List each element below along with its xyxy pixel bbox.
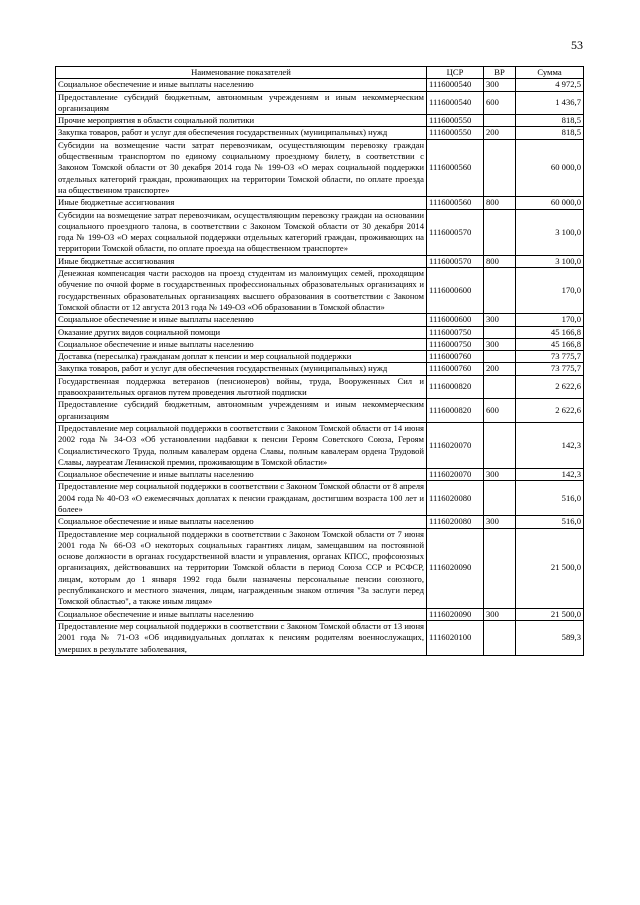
table-row (56, 115, 584, 127)
cell-name: Доставка (пересылка) гражданам доплат к пенсии и мер социальной поддержки (56, 351, 427, 363)
cell-csr: 1116000570 (427, 209, 484, 255)
cell-sum: 818,5 (516, 115, 584, 127)
cell-vr (484, 351, 516, 363)
cell-sum: 516,0 (516, 481, 584, 516)
table-row (56, 399, 584, 423)
cell-sum: 2 622,6 (516, 399, 584, 423)
table-row (56, 422, 584, 468)
table-row (56, 314, 584, 326)
page-number: 53 (571, 38, 583, 52)
table-row (56, 255, 584, 267)
cell-csr: 1116000550 (427, 127, 484, 139)
cell-vr: 800 (484, 197, 516, 209)
cell-name: Оказание других видов социальной помощи (56, 326, 427, 338)
header-sum: Сумма (516, 67, 584, 79)
cell-csr: 1116000540 (427, 79, 484, 91)
cell-name: Социальное обеспечение и иные выплаты населению (56, 469, 427, 481)
cell-sum: 4 972,5 (516, 79, 584, 91)
table-row (56, 139, 584, 196)
cell-csr: 1116020070 (427, 422, 484, 468)
cell-vr: 600 (484, 399, 516, 423)
cell-name: Социальное обеспечение и иные выплаты населению (56, 516, 427, 528)
cell-sum: 45 166,8 (516, 338, 584, 350)
cell-csr: 1116020090 (427, 528, 484, 608)
cell-sum: 3 100,0 (516, 209, 584, 255)
cell-sum: 170,0 (516, 268, 584, 314)
cell-vr: 200 (484, 127, 516, 139)
cell-name: Денежная компенсация части расходов на проезд студентам из малоимущих семей, проходящим обучение по очной форме в государственных профессиональных образовательных организациях и государственных образовательных организациях высшего образования в соответствии с Законом Томской области от 12 августа 2013 года № 149-ОЗ «Об образовании в Томской области» (56, 268, 427, 314)
cell-name: Государственная поддержка ветеранов (пенсионеров) войны, труда, Вооруженных Сил и правоохранительных органов путем проведения льготной подписки (56, 375, 427, 399)
cell-sum: 1 436,7 (516, 91, 584, 115)
table-row (56, 481, 584, 516)
cell-sum: 2 622,6 (516, 375, 584, 399)
cell-sum: 60 000,0 (516, 139, 584, 196)
cell-name: Предоставление мер социальной поддержки в соответствии с Законом Томской области от 14 июня 2002 года № 34-ОЗ «Об установлении надбавки к пенсии Героям Советского Союза, Героям Социалистического Труда, полным кавалерам ордена Славы, полным кавалерам ордена Трудовой Славы, лауреатам Ленинской премии, проживающим в Томской области» (56, 422, 427, 468)
budget-table (55, 66, 584, 656)
cell-vr: 300 (484, 314, 516, 326)
cell-csr: 1116020100 (427, 620, 484, 655)
cell-name: Закупка товаров, работ и услуг для обеспечения государственных (муниципальных) нужд (56, 363, 427, 375)
cell-name: Социальное обеспечение и иные выплаты населению (56, 338, 427, 350)
cell-csr: 1116020090 (427, 608, 484, 620)
cell-name: Социальное обеспечение и иные выплаты населению (56, 79, 427, 91)
cell-name: Предоставление мер социальной поддержки в соответствии с Законом Томской области от 8 апреля 2004 года № 40-ОЗ «О ежемесячных доплатах к пенсии гражданам, достигшим возраста 100 лет и более» (56, 481, 427, 516)
table-row (56, 363, 584, 375)
cell-name: Предоставление мер социальной поддержки в соответствии с Законом Томской области от 7 июня 2001 года № 66-ОЗ «О некоторых социальных гарантиях лицам, замещавшим на постоянной основе должности в органах государственной власти и управления, органах КПСС, профсоюзных организациях, действовавших на территории Томской области в период Союза ССР и РСФСР, лицам, которым до 1 января 1992 года были назначены персональные пенсии союзного, республиканского и местного значения, лицам, награжденным знаком отличия "За заслуги перед Томской областью", а также иным лицам» (56, 528, 427, 608)
table-row (56, 516, 584, 528)
table-row (56, 268, 584, 314)
header-vr: ВР (484, 67, 516, 79)
cell-vr: 300 (484, 516, 516, 528)
cell-name: Иные бюджетные ассигнования (56, 197, 427, 209)
table-row (56, 620, 584, 655)
cell-sum: 21 500,0 (516, 608, 584, 620)
cell-name: Предоставление субсидий бюджетным, автономным учреждениям и иным некоммерческим организациям (56, 91, 427, 115)
cell-name: Прочие мероприятия в области социальной политики (56, 115, 427, 127)
cell-vr (484, 481, 516, 516)
table-body (56, 79, 584, 656)
table-header-row (56, 67, 584, 79)
cell-vr (484, 115, 516, 127)
table-row (56, 209, 584, 255)
cell-name: Социальное обеспечение и иные выплаты населению (56, 608, 427, 620)
cell-name: Субсидии на возмещение части затрат перевозчикам, осуществляющим перевозку граждан общественным транспортом по единому социальному проездному билету, в соответствии с Законом Томской области от 30 декабря 2014 года № 199-ОЗ «О мерах социальной поддержки отдельных категорий граждан, проживающих на территории Томской области, по оплате проезда на общественном транспорте» (56, 139, 427, 196)
table-row (56, 608, 584, 620)
cell-csr: 1116000600 (427, 268, 484, 314)
cell-name: Предоставление мер социальной поддержки в соответствии с Законом Томской области от 13 июня 2001 года № 71-ОЗ «Об индивидуальных доплатах к пенсиям родителям военнослужащих, умерших в результате заболевания, (56, 620, 427, 655)
cell-name: Предоставление субсидий бюджетным, автономным учреждениям и иным некоммерческим организациям (56, 399, 427, 423)
cell-csr: 1116000540 (427, 91, 484, 115)
table-row (56, 127, 584, 139)
cell-csr: 1116000600 (427, 314, 484, 326)
cell-name: Социальное обеспечение и иные выплаты населению (56, 314, 427, 326)
cell-sum: 3 100,0 (516, 255, 584, 267)
cell-csr: 1116020080 (427, 516, 484, 528)
cell-csr: 1116000750 (427, 338, 484, 350)
cell-vr: 300 (484, 338, 516, 350)
table-row (56, 91, 584, 115)
cell-csr: 1116000760 (427, 363, 484, 375)
cell-vr (484, 326, 516, 338)
cell-sum: 142,3 (516, 422, 584, 468)
cell-vr (484, 375, 516, 399)
cell-name: Иные бюджетные ассигнования (56, 255, 427, 267)
cell-vr (484, 528, 516, 608)
table-row (56, 351, 584, 363)
cell-sum: 818,5 (516, 127, 584, 139)
cell-sum: 516,0 (516, 516, 584, 528)
cell-csr: 1116020080 (427, 481, 484, 516)
cell-csr: 1116000820 (427, 399, 484, 423)
cell-vr (484, 620, 516, 655)
cell-vr (484, 422, 516, 468)
table-row (56, 326, 584, 338)
header-name: Наименование показателей (56, 67, 427, 79)
cell-sum: 45 166,8 (516, 326, 584, 338)
table-row (56, 469, 584, 481)
cell-vr: 300 (484, 469, 516, 481)
cell-vr (484, 209, 516, 255)
cell-csr: 1116000820 (427, 375, 484, 399)
cell-vr (484, 268, 516, 314)
cell-vr: 300 (484, 79, 516, 91)
cell-vr: 300 (484, 608, 516, 620)
cell-sum: 73 775,7 (516, 363, 584, 375)
cell-csr: 1116000750 (427, 326, 484, 338)
cell-csr: 1116020070 (427, 469, 484, 481)
table-row (56, 197, 584, 209)
cell-sum: 21 500,0 (516, 528, 584, 608)
cell-vr: 200 (484, 363, 516, 375)
header-csr: ЦСР (427, 67, 484, 79)
cell-sum: 142,3 (516, 469, 584, 481)
table-row (56, 338, 584, 350)
table-row (56, 528, 584, 608)
cell-name: Закупка товаров, работ и услуг для обеспечения государственных (муниципальных) нужд (56, 127, 427, 139)
cell-csr: 1116000560 (427, 139, 484, 196)
cell-sum: 589,3 (516, 620, 584, 655)
table-row (56, 79, 584, 91)
cell-vr: 800 (484, 255, 516, 267)
cell-csr: 1116000760 (427, 351, 484, 363)
cell-sum: 73 775,7 (516, 351, 584, 363)
cell-sum: 170,0 (516, 314, 584, 326)
cell-csr: 1116000550 (427, 115, 484, 127)
cell-sum: 60 000,0 (516, 197, 584, 209)
table-row (56, 375, 584, 399)
cell-vr (484, 139, 516, 196)
cell-csr: 1116000570 (427, 255, 484, 267)
cell-vr: 600 (484, 91, 516, 115)
cell-name: Субсидии на возмещение затрат перевозчикам, осуществляющим перевозку граждан на основании социального проездного талона, в соответствии с Законом Томской области от 30 декабря 2014 года № 199-ОЗ «О мерах социальной поддержки отдельных категорий граждан, проживающих на территории Томской области, по оплате проезда на общественном транспорте» (56, 209, 427, 255)
cell-csr: 1116000560 (427, 197, 484, 209)
